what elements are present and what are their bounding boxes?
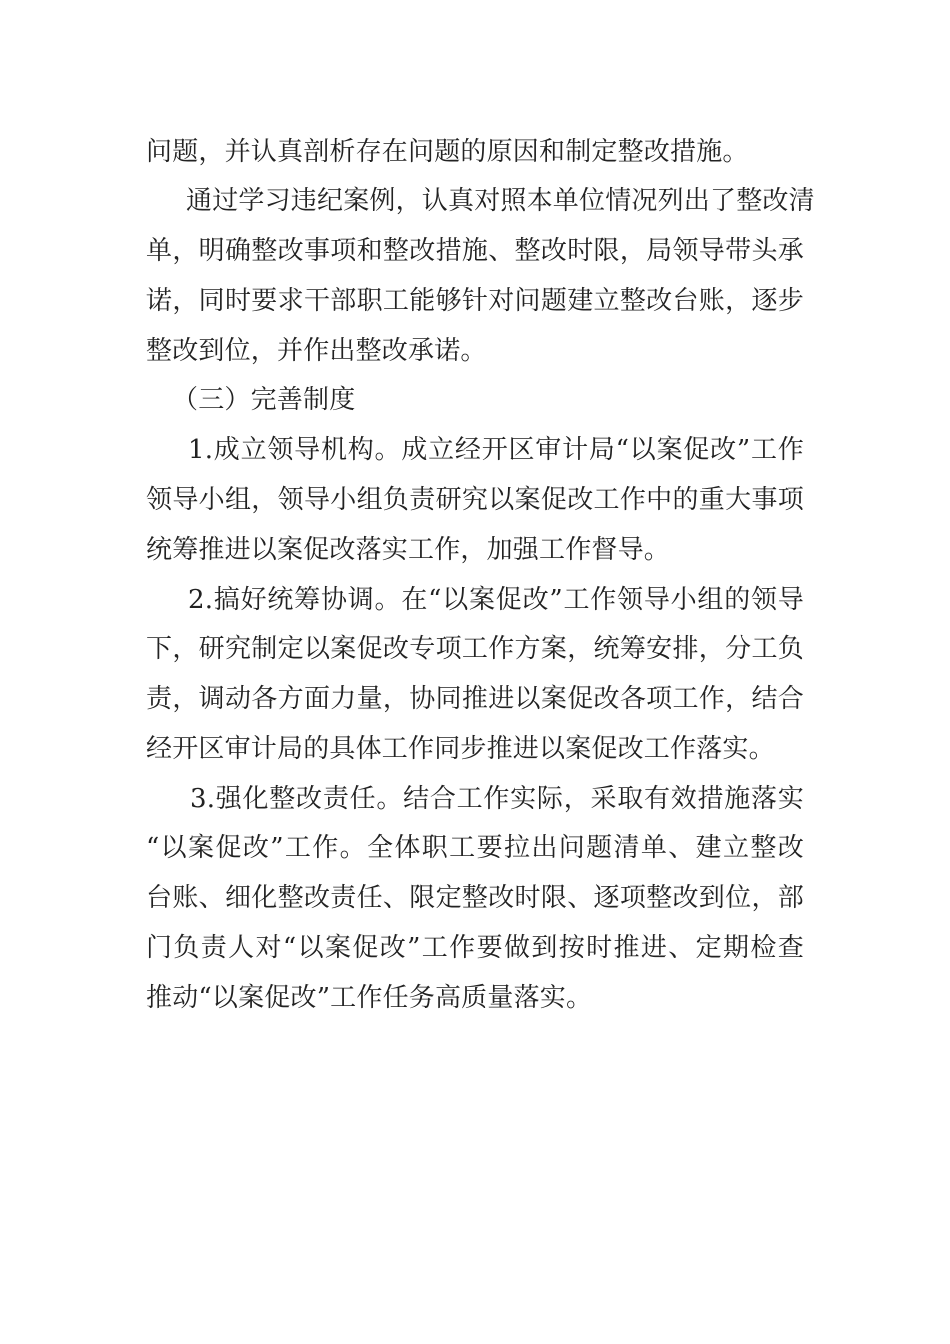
text-line-2: 通过学习违纪案例，认真对照本单位情况列出了整改清 (186, 186, 815, 216)
text-line-7: 1.成立领导机构。成立经开区审计局“以案促改”工作 (188, 435, 804, 465)
text-line-11: 下，研究制定以案促改专项工作方案，统筹安排，分工负 (146, 634, 804, 664)
text-line-10: 2.搞好统筹协调。在“以案促改”工作领导小组的领导 (188, 585, 804, 615)
text-line-4: 诺，同时要求干部职工能够针对问题建立整改台账，逐步 (146, 286, 804, 316)
text-line-3: 单，明确整改事项和整改措施、整改时限，局领导带头承 (146, 236, 804, 266)
text-line-15: “以案促改”工作。全体职工要拉出问题清单、建立整改 (146, 833, 804, 863)
text-line-12: 责，调动各方面力量，协同推进以案促改各项工作，结合 (146, 684, 804, 714)
text-line-13: 经开区审计局的具体工作同步推进以案促改工作落实。 (146, 734, 775, 764)
text-line-5: 整改到位，并作出整改承诺。 (146, 336, 487, 366)
text-line-18: 推动“以案促改”工作任务高质量落实。 (146, 983, 593, 1013)
text-line-17: 门负责人对“以案促改”工作要做到按时推进、定期检查 (146, 933, 804, 963)
text-line-14: 3.强化整改责任。结合工作实际，采取有效措施落实 (190, 784, 804, 814)
text-line-8: 领导小组，领导小组负责研究以案促改工作中的重大事项 (146, 485, 804, 515)
section-heading: （三）完善制度 (172, 385, 356, 415)
text-line-9: 统筹推进以案促改落实工作，加强工作督导。 (146, 535, 671, 565)
text-line-16: 台账、细化整改责任、限定整改时限、逐项整改到位，部 (146, 883, 804, 913)
text-line-1: 问题，并认真剖析存在问题的原因和制定整改措施。 (146, 137, 749, 167)
